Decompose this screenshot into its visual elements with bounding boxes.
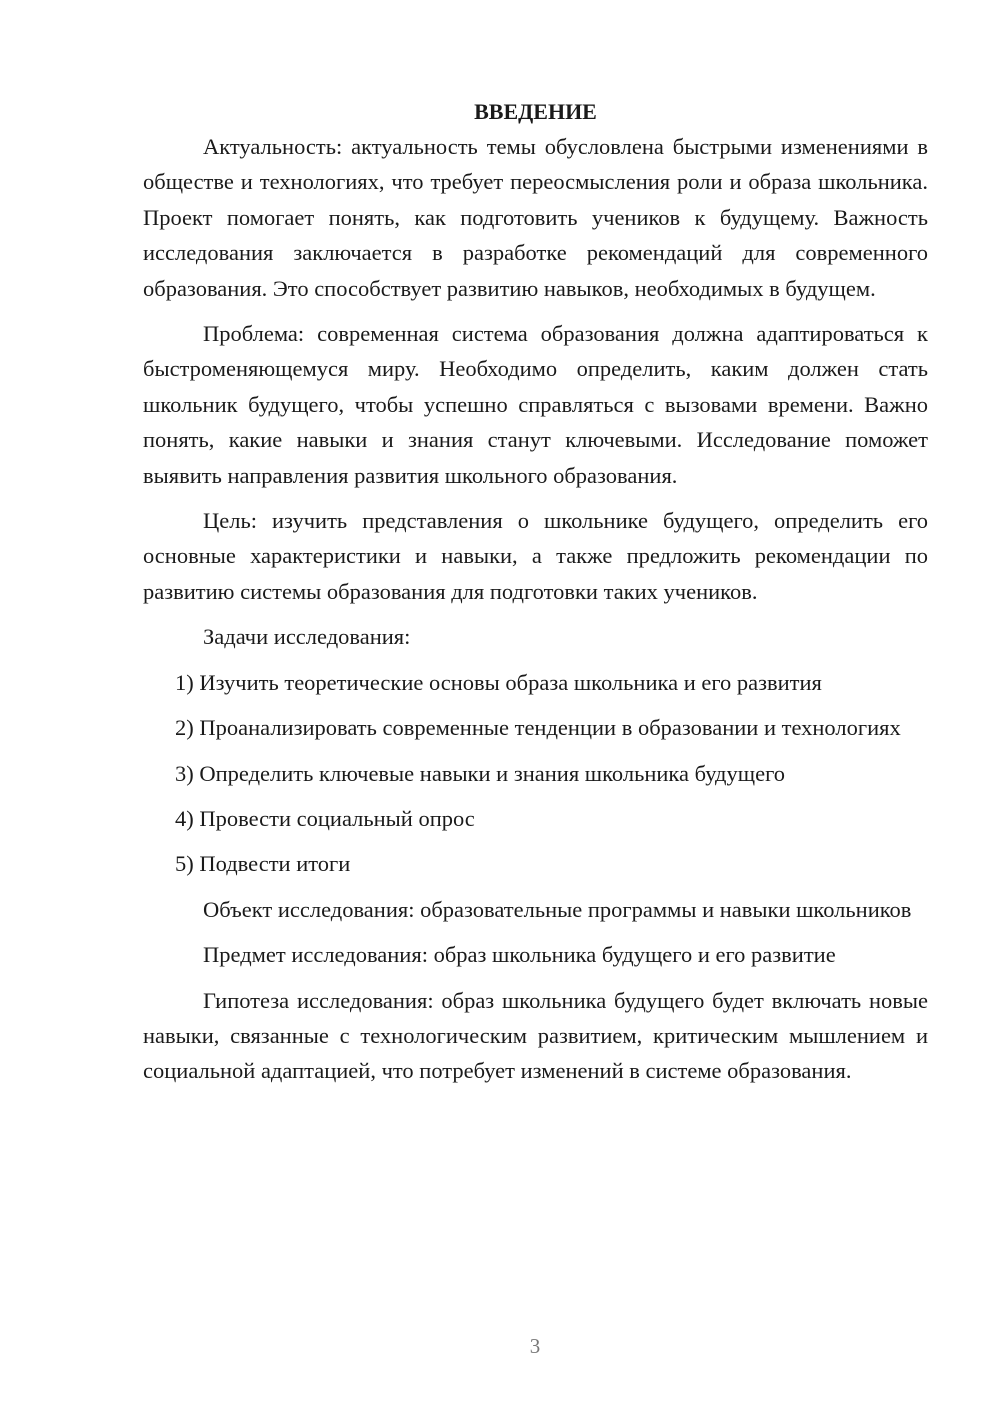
page-number: 3 xyxy=(529,1334,541,1358)
task-item: 4) Провести социальный опрос xyxy=(175,805,475,831)
task-item: 1) Изучить теоретические основы образа школьника и его развития xyxy=(175,669,822,695)
paragraph-goal: Цель: изучить представления о школьнике будущего, определить его основные характеристики и навыки, а также предложить рекомендации по развитию системы образования для подготовки таких учеников. xyxy=(143,508,928,604)
paragraph-relevance: Актуальность: актуальность темы обусловлена быстрыми изменениями в обществе и технологиях, что требует переосмысления роли и образа школьника. Проект помогает понять, как подготовить учеников к будущему. Важность исследования заключается в разработке рекомендаций для современного образования. Это способствует развитию навыков, необходимых в будущем. xyxy=(143,134,928,301)
paragraph-subject: Предмет исследования: образ школьника будущего и его развитие xyxy=(203,942,836,968)
task-item: 3) Определить ключевые навыки и знания школьника будущего xyxy=(175,760,785,786)
page-content xyxy=(143,94,928,1089)
paragraph-problem: Проблема: современная система образования должна адаптироваться к быстроменяющемуся миру. Необходимо определить, каким должен стать школьник будущего, чтобы успешно справляться с вызовами времени. Важно понять, какие навыки и знания станут ключевыми. Исследование поможет выявить направления развития школьного образования. xyxy=(143,321,928,488)
paragraph-object: Объект исследования: образовательные программы и навыки школьников xyxy=(203,896,912,922)
task-item: 2) Проанализировать современные тенденции в образовании и технологиях xyxy=(175,715,901,741)
task-item: 5) Подвести итоги xyxy=(175,851,351,877)
section-title: ВВЕДЕНИЕ xyxy=(474,99,597,124)
paragraph-tasks-heading: Задачи исследования: xyxy=(203,624,411,650)
paragraph-hypothesis: Гипотеза исследования: образ школьника будущего будет включать новые навыки, связанные с технологическим развитием, критическим мышлением и социальной адаптацией, что потребует изменений в системе образования. xyxy=(143,987,928,1084)
